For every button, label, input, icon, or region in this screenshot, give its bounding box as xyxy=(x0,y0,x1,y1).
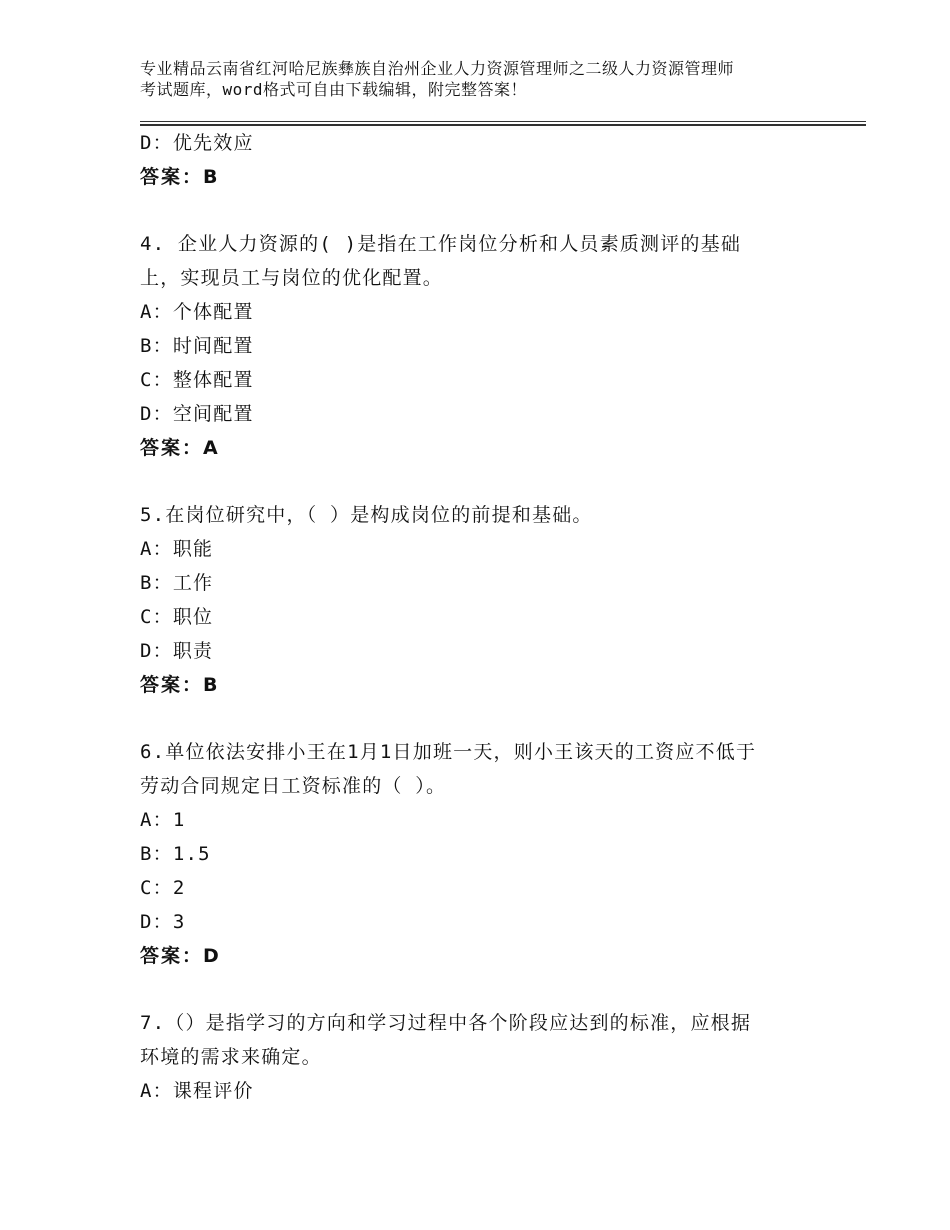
question-list xyxy=(140,126,830,1108)
question-text-line: 4. 企业人力资源的( )是指在工作岗位分析和人员素质测评的基础 xyxy=(140,233,742,255)
question-spacer xyxy=(140,194,830,227)
option-line: A：职能 xyxy=(140,538,214,560)
answer-line: 答案：B xyxy=(140,674,220,696)
question-spacer xyxy=(140,465,830,498)
answer-line: 答案：D xyxy=(140,945,221,967)
option-line: D：3 xyxy=(140,911,186,933)
option-line: D：职责 xyxy=(140,640,214,662)
option-line: B：1.5 xyxy=(140,843,211,865)
question-text-line: 5.在岗位研究中，（ ）是构成岗位的前提和基础。 xyxy=(140,504,593,526)
option-line: A：个体配置 xyxy=(140,301,254,323)
question-text-line: 7.（）是指学习的方向和学习过程中各个阶段应达到的标准，应根据 xyxy=(140,1012,752,1034)
option-line: C：职位 xyxy=(140,606,214,628)
option-line: B：工作 xyxy=(140,572,214,594)
option-line: D：空间配置 xyxy=(140,403,254,425)
question-text-line: 劳动合同规定日工资标准的（ ）。 xyxy=(140,775,447,797)
option-line: B：时间配置 xyxy=(140,335,254,357)
option-line: C：2 xyxy=(140,877,186,899)
question-spacer xyxy=(140,973,830,1006)
option-line: C：整体配置 xyxy=(140,369,254,391)
header-title-line-2: 考试题库，word格式可自由下载编辑，附完整答案！ xyxy=(140,80,528,99)
question-text-line: 6.单位依法安排小王在1月1日加班一天，则小王该天的工资应不低于 xyxy=(140,741,757,763)
option-line: D：优先效应 xyxy=(140,132,254,154)
header-title-line-1: 专业精品云南省红河哈尼族彝族自治州企业人力资源管理师之二级人力资源管理师 xyxy=(140,59,735,78)
answer-line: 答案：B xyxy=(140,166,220,188)
question-text-line: 上，实现员工与岗位的优化配置。 xyxy=(140,267,444,289)
question-text-line: 环境的需求来确定。 xyxy=(140,1046,322,1068)
page-header xyxy=(140,58,840,100)
question-spacer xyxy=(140,702,830,735)
option-line: A：课程评价 xyxy=(140,1080,254,1102)
option-line: A：1 xyxy=(140,809,186,831)
answer-line: 答案：A xyxy=(140,437,220,459)
